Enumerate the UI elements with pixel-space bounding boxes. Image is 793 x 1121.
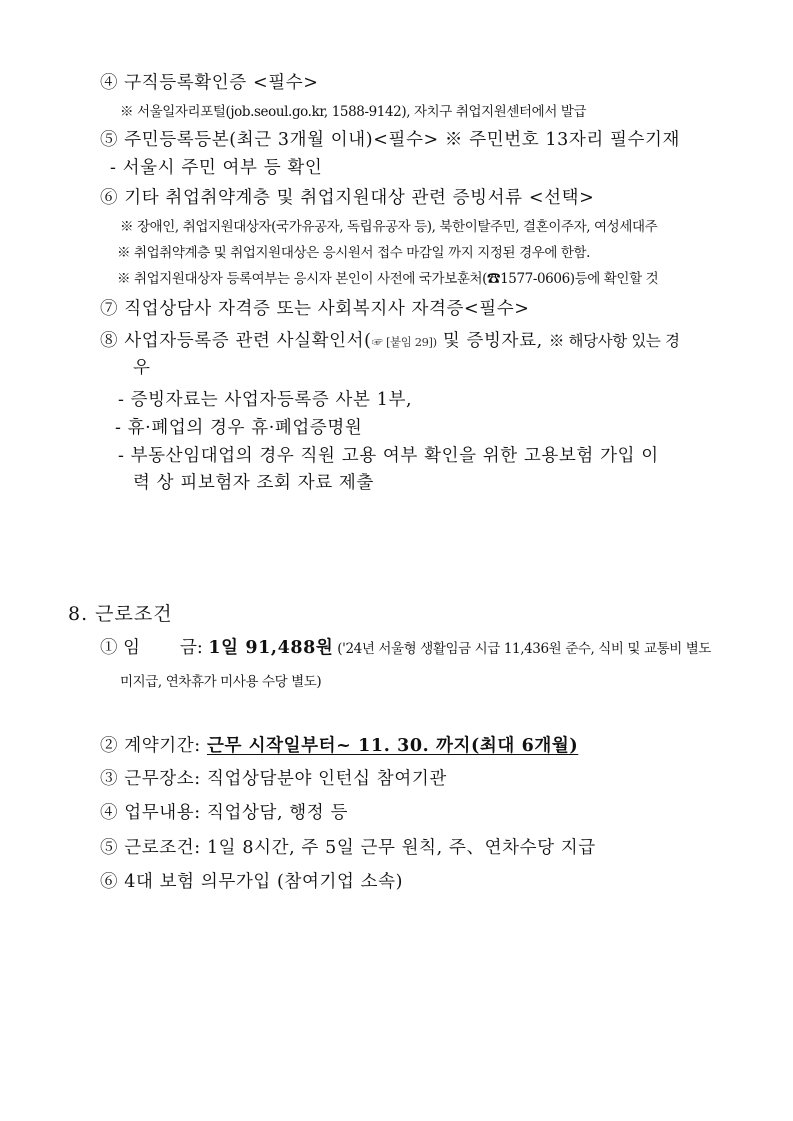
doc-item-8-sub-1: - 증빙자료는 사업자등록증 사본 1부, <box>118 390 413 410</box>
wage-note-cont: 미지급, 연차휴가 미사용 수당 별도) <box>120 674 322 690</box>
conditions-item: ⑤ 근로조건: 1일 8시간, 주 5일 근무 원칙, 주、연차수당 지급 <box>100 838 596 858</box>
doc-note-registration: ※ 취업지원대상자 등록여부는 응시자 본인이 사전에 국가보훈처(☎1577-0606)등에 확인할 것 <box>117 271 659 287</box>
doc-item-7: ⑦ 직업상담사 자격증 또는 사회복지사 자격증<필수> <box>100 299 530 319</box>
doc-item-8-sub-3-wrap: 력 상 피보험자 조회 자료 제출 <box>133 473 374 493</box>
contract-period: 근무 시작일부터~ 11. 30. 까지(최대 6개월) <box>206 736 579 756</box>
contract-item <box>100 738 578 756</box>
doc-note-deadline: ※ 취업취약계층 및 취업지원대상은 응시원서 접수 마감일 까지 지정된 경우에 한함. <box>117 245 591 261</box>
doc-item-8-sub-2: - 휴·폐업의 경우 휴·폐업증명원 <box>115 418 363 438</box>
section-title: 8. 근로조건 <box>68 603 173 625</box>
doc-item-8-main: ⑧ 사업자등록증 관련 사실확인서( <box>100 331 372 351</box>
doc-item-6: ⑥ 기타 취업취약계층 및 취업지원대상 관련 증빙서류 <선택> <box>100 188 595 208</box>
doc-item-8-sub-3: - 부동산임대업의 경우 직원 고용 여부 확인을 위한 고용보험 가입 이 <box>118 446 659 466</box>
contract-label: ② 계약기간: <box>100 736 207 756</box>
doc-note-issuer: ※ 서울일자리포털(job.seoul.go.kr, 1588-9142), 자치구 취업지원센터에서 발급 <box>120 104 587 120</box>
doc-item-5: ⑤ 주민등록등본(최근 3개월 이내)<필수> ※ 주민번호 13자리 필수기재 <box>100 130 681 150</box>
wage-value: 1일 91,488원 <box>208 638 334 658</box>
insurance-item: ⑥ 4대 보험 의무가입 (참여기업 소속) <box>100 872 404 892</box>
wage-note: ('24년 서울형 생활임금 시급 11,436원 준수, 식비 및 교통비 별도 <box>333 641 712 657</box>
workplace-item: ③ 근무장소: 직업상담분야 인턴십 참여기관 <box>100 769 447 789</box>
doc-item-8 <box>100 333 680 351</box>
doc-item-8-tail: 및 증빙자료, <box>436 331 549 351</box>
wage-label-suffix: 금: <box>179 638 209 658</box>
wage-item <box>100 640 711 658</box>
doc-note-eligibility: ※ 장애인, 취업지원대상자(국가유공자, 독립유공자 등), 북한이탈주민, 결혼이주자, 여성세대주 <box>120 219 658 235</box>
doc-item-5-sub: - 서울시 주민 여부 등 확인 <box>110 158 323 178</box>
doc-item-4: ④ 구직등록확인증 <필수> <box>100 73 319 93</box>
doc-item-8-wrap: 우 <box>133 358 151 378</box>
duties-item: ④ 업무내용: 직업상담, 행정 등 <box>100 803 348 823</box>
doc-item-8-note: ※ 해당사항 있는 경 <box>548 332 680 350</box>
attachment-ref: ☞ [붙임 29]) <box>371 335 437 349</box>
wage-label-prefix: ① 임 <box>100 638 140 658</box>
